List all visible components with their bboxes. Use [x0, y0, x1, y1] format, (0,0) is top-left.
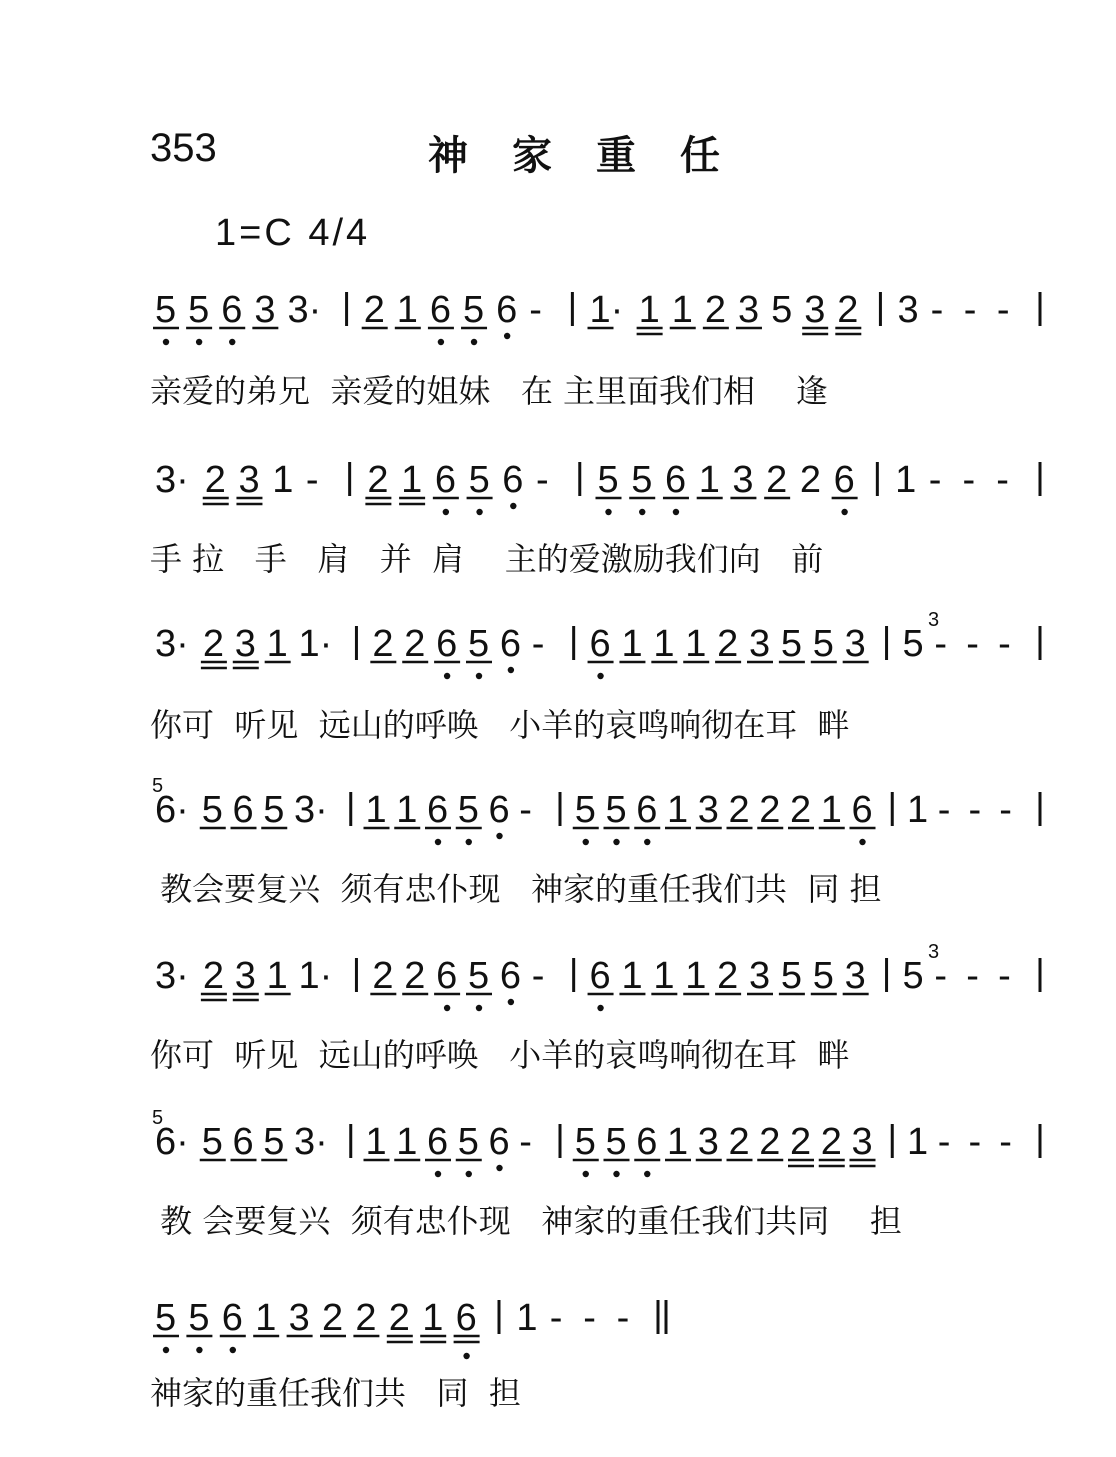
note: 6 — [833, 459, 855, 501]
note: 6 — [221, 1297, 243, 1339]
lyrics-line: 你可 听见 远山的呼唤 小羊的哀鸣响彻在耳 畔 — [150, 1036, 850, 1074]
low-octave-dot — [496, 1165, 502, 1171]
note: 6 — [232, 1121, 254, 1163]
note: 5 — [468, 623, 490, 665]
note: 2 — [355, 1297, 377, 1339]
dash-note: - — [934, 955, 947, 997]
dash-note: - — [519, 789, 532, 831]
note: 1 — [266, 955, 288, 997]
note: 5 — [574, 1121, 596, 1163]
note: 6 — [429, 289, 452, 331]
note: 5 — [812, 623, 834, 665]
low-octave-dot — [597, 1005, 603, 1011]
low-octave-dot — [583, 839, 589, 845]
lyrics-line: 教 会要复兴 须有忠仆现 神家的重任我们共同 担 — [150, 1202, 902, 1240]
note: 1 — [396, 1121, 418, 1163]
note: 6· — [155, 1121, 189, 1163]
lyrics-line: 神家的重任我们共 同 担 — [150, 1374, 521, 1412]
notation-line — [0, 1094, 1116, 1204]
note: 2 — [790, 1121, 812, 1163]
note: 1 — [698, 459, 720, 501]
note: 6· — [155, 789, 189, 831]
note: 1 — [266, 623, 288, 665]
note: 1 — [671, 289, 693, 331]
notation-line — [0, 1270, 1116, 1380]
note: 6 — [589, 623, 611, 665]
note: 5 — [574, 789, 596, 831]
note: 2 — [363, 289, 385, 331]
low-octave-dot — [438, 339, 444, 345]
note: 3 — [897, 289, 919, 331]
dash-note: - — [998, 623, 1011, 665]
note: 5 — [902, 623, 924, 665]
note: 5 — [780, 955, 803, 997]
note: 1 — [365, 789, 387, 831]
note: 3 — [254, 289, 276, 331]
low-octave-dot — [444, 673, 450, 679]
low-octave-dot — [508, 999, 514, 1005]
low-octave-dot — [613, 1171, 619, 1177]
low-octave-dot — [444, 1005, 450, 1011]
grace-note: 5 — [152, 775, 164, 797]
note: 3 — [749, 955, 771, 997]
note: 1 — [401, 459, 423, 501]
low-octave-dot — [510, 503, 516, 509]
low-octave-dot — [859, 839, 865, 845]
dash-note: - — [529, 289, 542, 331]
note: 1 — [365, 1121, 387, 1163]
note: 5 — [771, 289, 793, 331]
note: 1 — [667, 1121, 689, 1163]
grace-note: 3 — [928, 609, 940, 631]
note: 3· — [287, 289, 322, 331]
note: 6 — [496, 289, 518, 331]
note: 1· — [298, 955, 333, 997]
lyrics-line: 你可 听见 远山的呼唤 小羊的哀鸣响彻在耳 畔 — [150, 706, 850, 744]
note: 3· — [155, 459, 189, 501]
low-octave-dot — [463, 1353, 469, 1359]
note: 2 — [404, 623, 426, 665]
low-octave-dot — [443, 509, 449, 515]
note: 2 — [322, 1297, 344, 1339]
note: 5 — [597, 459, 619, 501]
note: 1 — [621, 955, 643, 997]
note: 1· — [298, 623, 333, 665]
note: 1 — [621, 623, 643, 665]
note: 1 — [907, 1121, 929, 1163]
note: 6 — [436, 623, 458, 665]
note: 2 — [790, 789, 812, 831]
dash-note: - — [999, 789, 1012, 831]
note: 6 — [589, 955, 611, 997]
note: 1 — [396, 289, 418, 331]
lyrics-line: 教会要复兴 须有忠仆现 神家的重任我们共 同 担 — [150, 870, 882, 908]
low-octave-dot — [613, 839, 619, 845]
dash-note: - — [519, 1121, 532, 1163]
dash-note: - — [928, 459, 942, 501]
low-octave-dot — [466, 1171, 472, 1177]
low-octave-dot — [841, 509, 847, 515]
dash-note: - — [531, 955, 545, 997]
note: 3 — [844, 955, 866, 997]
note: 5 — [812, 955, 834, 997]
note: 1 — [685, 623, 707, 665]
note: 5 — [463, 289, 485, 331]
low-octave-dot — [163, 339, 169, 345]
dash-note: - — [966, 623, 979, 665]
note: 5 — [155, 289, 177, 331]
note: 3 — [732, 459, 754, 501]
note: 2 — [372, 955, 394, 997]
note: 3 — [749, 623, 771, 665]
lyrics-line: 手 拉 手 肩 并 肩 主的爱激励我们向 前 — [150, 540, 824, 578]
note: 2 — [820, 1121, 842, 1163]
low-octave-dot — [673, 509, 679, 515]
notation-line — [0, 762, 1116, 872]
low-octave-dot — [196, 1347, 202, 1353]
hymn-number: 353 — [150, 126, 217, 170]
note: 3· — [155, 955, 189, 997]
note: 5 — [631, 459, 653, 501]
notation-line — [0, 432, 1116, 542]
low-octave-dot — [229, 339, 235, 345]
note: 5 — [468, 955, 490, 997]
dash-note: - — [996, 459, 1009, 501]
note: 5 — [605, 1121, 627, 1163]
note: 5 — [457, 1121, 479, 1163]
note: 2 — [728, 1121, 750, 1163]
note: 2 — [388, 1297, 410, 1339]
note: 5 — [263, 789, 285, 831]
note: 6 — [488, 1121, 510, 1163]
dash-note: - — [536, 459, 549, 501]
low-octave-dot — [230, 1347, 236, 1353]
grace-note: 5 — [152, 1107, 164, 1129]
low-octave-dot — [471, 339, 477, 345]
note: 2 — [728, 789, 750, 831]
note: 1 — [272, 459, 294, 501]
low-octave-dot — [435, 839, 441, 845]
note: 5 — [605, 789, 627, 831]
note: 5 — [902, 955, 924, 997]
note: 2 — [766, 459, 788, 501]
dash-note: - — [937, 789, 951, 831]
low-octave-dot — [476, 509, 482, 515]
low-octave-dot — [597, 673, 603, 679]
grace-note: 3 — [928, 941, 940, 963]
note: 6 — [636, 789, 658, 831]
dash-note: - — [549, 1297, 563, 1339]
note: 3 — [288, 1297, 310, 1339]
note: 1 — [638, 289, 660, 331]
note: 2 — [204, 459, 226, 501]
note: 5 — [780, 623, 803, 665]
note: 3· — [155, 623, 189, 665]
note: 1 — [895, 459, 917, 501]
low-octave-dot — [476, 673, 482, 679]
note: 2 — [759, 789, 781, 831]
note: 2 — [799, 459, 822, 501]
key-signature: 1=C 4/4 — [215, 212, 371, 254]
dash-note: - — [963, 289, 977, 331]
low-octave-dot — [644, 839, 650, 845]
note: 6 — [427, 789, 449, 831]
low-octave-dot — [583, 1171, 589, 1177]
low-octave-dot — [639, 509, 645, 515]
dash-note: - — [934, 623, 947, 665]
note: 6 — [499, 955, 522, 997]
dash-note: - — [999, 1121, 1012, 1163]
note: 2 — [704, 289, 726, 331]
notation-line — [0, 262, 1116, 372]
note: 2 — [372, 623, 394, 665]
note: 1 — [396, 789, 418, 831]
note: 5 — [188, 289, 210, 331]
dash-note: - — [583, 1297, 596, 1339]
note: 5 — [188, 1297, 210, 1339]
dash-note: - — [937, 1121, 951, 1163]
note: 3 — [844, 623, 866, 665]
note: 3 — [804, 289, 826, 331]
note: 2 — [759, 1121, 781, 1163]
dash-note: - — [966, 955, 979, 997]
low-octave-dot — [496, 833, 502, 839]
note: 2 — [202, 955, 225, 997]
note: 3· — [294, 1121, 328, 1163]
low-octave-dot — [644, 1171, 650, 1177]
dash-note: - — [962, 459, 976, 501]
note: 5 — [457, 789, 479, 831]
dash-note: - — [996, 289, 1010, 331]
notation-line — [0, 928, 1116, 1038]
dash-note: - — [930, 289, 944, 331]
note: 3· — [294, 789, 328, 831]
dash-note: - — [531, 623, 545, 665]
note: 3 — [234, 623, 256, 665]
note: 6 — [636, 1121, 658, 1163]
dash-note: - — [305, 459, 319, 501]
note: 6 — [502, 459, 524, 501]
note: 3 — [737, 289, 760, 331]
note: 1 — [667, 789, 689, 831]
note: 1 — [422, 1297, 444, 1339]
note: 3 — [234, 955, 256, 997]
note: 6 — [499, 623, 522, 665]
dash-note: - — [968, 1121, 982, 1163]
note: 1 — [255, 1297, 277, 1339]
note: 6 — [232, 789, 254, 831]
note: 3 — [238, 459, 260, 501]
low-octave-dot — [605, 509, 611, 515]
note: 3 — [851, 1121, 873, 1163]
note: 3 — [697, 789, 719, 831]
note: 1 — [820, 789, 842, 831]
note: 6 — [488, 789, 510, 831]
note: 1 — [516, 1297, 538, 1339]
note: 5 — [201, 1121, 223, 1163]
note: 3 — [697, 1121, 719, 1163]
note: 5 — [468, 459, 490, 501]
dash-note: - — [616, 1297, 630, 1339]
low-octave-dot — [196, 339, 202, 345]
note: 2 — [367, 459, 389, 501]
note: 1· — [589, 289, 624, 331]
note: 1 — [907, 789, 929, 831]
dash-note: - — [968, 789, 982, 831]
note: 6 — [455, 1297, 477, 1339]
note: 6 — [851, 789, 873, 831]
note: 6 — [427, 1121, 449, 1163]
low-octave-dot — [476, 1005, 482, 1011]
note: 6 — [221, 289, 243, 331]
note: 5 — [263, 1121, 285, 1163]
notation-line — [0, 596, 1116, 706]
low-octave-dot — [466, 839, 472, 845]
note: 2 — [717, 623, 739, 665]
note: 6 — [664, 459, 687, 501]
hymn-title: 神家重任 — [428, 133, 764, 179]
low-octave-dot — [435, 1171, 441, 1177]
low-octave-dot — [508, 667, 514, 673]
low-octave-dot — [163, 1347, 169, 1353]
low-octave-dot — [504, 333, 510, 339]
lyrics-line: 亲爱的弟兄 亲爱的姐妹 在 主里面我们相 逢 — [150, 372, 828, 410]
note: 2 — [837, 289, 859, 331]
dash-note: - — [998, 955, 1011, 997]
note: 2 — [717, 955, 739, 997]
note: 6 — [434, 459, 456, 501]
note: 1 — [653, 955, 675, 997]
note: 2 — [404, 955, 426, 997]
note: 5 — [155, 1297, 177, 1339]
note: 5 — [201, 789, 223, 831]
note: 2 — [202, 623, 225, 665]
note: 1 — [653, 623, 675, 665]
note: 6 — [436, 955, 458, 997]
note: 1 — [685, 955, 707, 997]
